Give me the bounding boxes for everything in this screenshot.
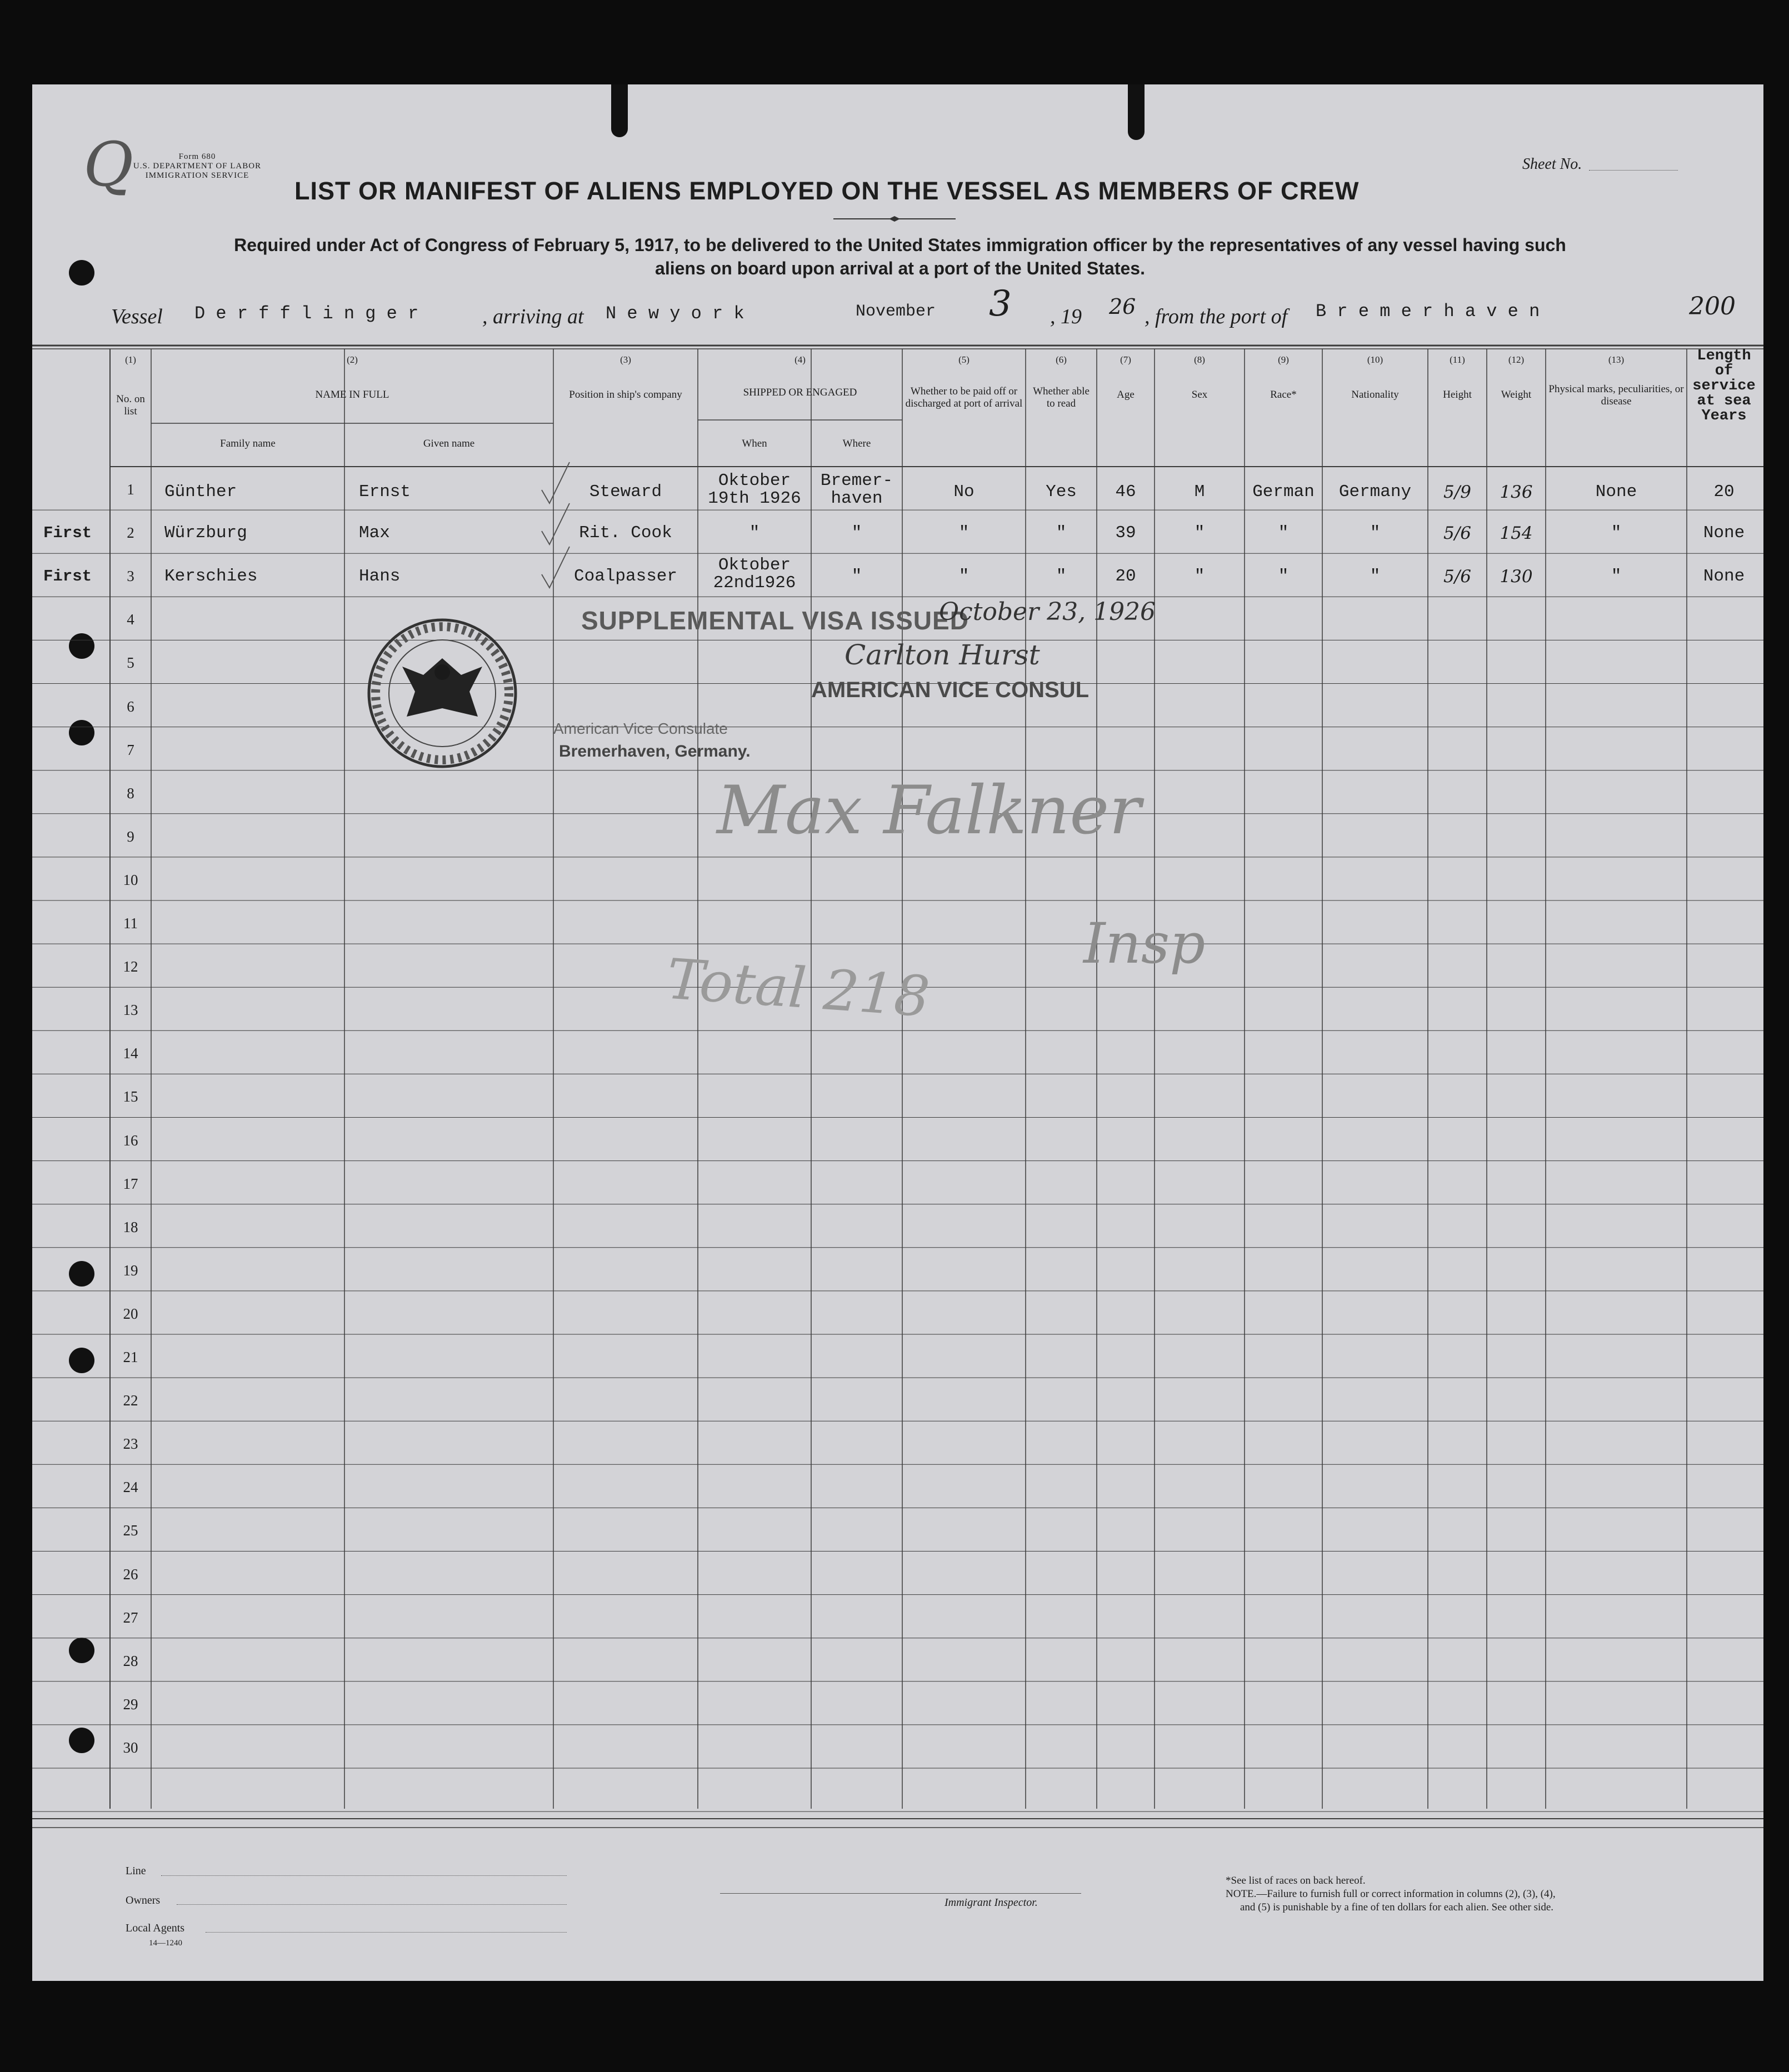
column-number: (11) [1450, 354, 1465, 365]
family-name: Würzburg [164, 523, 247, 543]
row-number: 30 [123, 1739, 138, 1756]
height: 5/6 [1443, 523, 1471, 543]
column-header-label: Length of service at sea Years [1692, 348, 1756, 424]
visa-date: October 23, 1926 [939, 598, 1156, 626]
row-number: 17 [123, 1175, 138, 1192]
column-number: (7) [1120, 354, 1131, 365]
row-number: 2 [127, 524, 134, 542]
age: 46 [1115, 482, 1136, 502]
able-to-read: " [1056, 567, 1067, 586]
owners-field [177, 1904, 567, 1905]
consulate-stamp-line-1: American Vice Consulate [553, 720, 728, 737]
inspector-signature-suffix: Insp [1083, 911, 1206, 976]
column-number: (10) [1367, 354, 1383, 365]
row-number: 19 [123, 1262, 138, 1279]
visa-stamp: SUPPLEMENTAL VISA ISSUED [581, 606, 969, 635]
row-prefix: First [43, 524, 92, 542]
row-prefix: First [43, 567, 92, 585]
row-number: 26 [123, 1565, 138, 1583]
local-agents-label: Local Agents [126, 1922, 185, 1934]
row-number: 27 [123, 1609, 138, 1626]
page-mark: 200 [1689, 292, 1736, 321]
row-number: 1 [127, 481, 134, 498]
column-header-label: Whether able to read [1033, 386, 1090, 409]
physical-marks: " [1611, 523, 1622, 543]
shipped-where: " [851, 567, 862, 586]
paid-off-status: " [958, 567, 970, 586]
race: " [1278, 523, 1289, 543]
arriving-label: , arriving at [482, 305, 584, 328]
row-number: 25 [123, 1522, 138, 1539]
row-number: 23 [123, 1435, 138, 1453]
service-years: 20 [1713, 482, 1735, 502]
column-header-label: Nationality [1351, 389, 1399, 401]
age: 39 [1115, 523, 1136, 543]
local-agents-field [206, 1932, 567, 1933]
column-number: (4) [794, 354, 806, 365]
column-subheader-label: Given name [423, 438, 475, 449]
column-number: (12) [1508, 354, 1525, 365]
footnote-penalty-2: and (5) is punishable by a fine of ten dollars for each alien. See other side. [1240, 1901, 1554, 1913]
subtitle-line-1: Required under Act of Congress of February 5, 1917, to be delivered to the United States immigration officer by the representatives of any vessel having such [234, 235, 1566, 255]
total-count-note: Total 218 [664, 946, 932, 1030]
column-header-label: Position in ship's company [569, 389, 682, 401]
column-header-label: Sex [1191, 389, 1208, 401]
height: 5/9 [1443, 482, 1471, 502]
row-number: 10 [123, 871, 138, 888]
line-field [161, 1875, 567, 1876]
column-subheader-label: Where [842, 438, 871, 449]
ship-position: Steward [589, 482, 662, 502]
shipped-when: Oktober [718, 555, 791, 575]
row-number: 24 [123, 1479, 138, 1496]
column-header-label: Weight [1501, 389, 1532, 401]
weight: 130 [1500, 567, 1533, 587]
row-number: 11 [123, 915, 138, 932]
row-number: 20 [123, 1305, 138, 1322]
physical-marks: " [1611, 567, 1622, 586]
given-name: Hans [359, 567, 401, 586]
nationality: " [1370, 567, 1381, 586]
row-number: 18 [123, 1218, 138, 1235]
corner-mark: Q [83, 129, 134, 200]
nationality: " [1370, 523, 1381, 543]
sex: M [1194, 482, 1205, 502]
consulate-stamp-line-2: Bremerhaven, Germany. [559, 742, 751, 760]
column-number: (3) [620, 354, 631, 365]
line-label: Line [126, 1865, 146, 1877]
weight: 136 [1500, 482, 1533, 502]
row-number: 6 [127, 698, 134, 715]
row-number: 14 [123, 1045, 138, 1062]
row-number: 28 [123, 1652, 138, 1669]
column-number: (6) [1056, 354, 1067, 365]
from-port-label: , from the port of [1145, 305, 1288, 328]
sex: " [1194, 523, 1205, 543]
footnotes [1226, 1874, 1556, 1914]
shipped-where-line-2: haven [831, 489, 883, 508]
consul-signature: Carlton Hurst [844, 639, 1040, 671]
given-name: Ernst [359, 482, 411, 502]
column-number: (2) [347, 354, 358, 365]
given-name: Max [359, 523, 390, 543]
row-number: 4 [127, 611, 134, 628]
row-number: 5 [127, 654, 134, 672]
height: 5/6 [1443, 567, 1471, 587]
shipped-when: " [749, 523, 760, 543]
row-number: 9 [127, 828, 134, 845]
footnote-penalty-1: NOTE.—Failure to furnish full or correct information in columns (2), (3), (4), [1226, 1888, 1556, 1900]
service-name: IMMIGRATION SERVICE [145, 171, 249, 180]
column-header-label: SHIPPED OR ENGAGED [743, 387, 857, 398]
paid-off-status: No [953, 482, 975, 502]
column-number: (9) [1278, 354, 1289, 365]
year-suffix: 26 [1109, 294, 1136, 319]
row-number: 15 [123, 1088, 138, 1105]
inspector-signature-line [720, 1893, 1081, 1894]
service-years: None [1703, 523, 1745, 543]
age: 20 [1115, 567, 1136, 586]
vessel-name: D e r f f l i n g e r [194, 303, 419, 324]
inspector-signature: Max Falkner [717, 772, 1141, 849]
print-code: 14—1240 [149, 1939, 182, 1948]
column-header-label: No. on list [116, 393, 145, 417]
shipped-when: Oktober [718, 471, 791, 491]
column-number: (13) [1608, 354, 1625, 365]
row-number: 22 [123, 1392, 138, 1409]
row-number: 3 [127, 568, 134, 585]
sex: " [1194, 567, 1205, 586]
column-number: (1) [125, 354, 136, 365]
race: German [1252, 482, 1315, 502]
column-number: (5) [958, 354, 970, 365]
family-name: Günther [164, 482, 237, 502]
race: " [1278, 567, 1289, 586]
inspector-label: Immigrant Inspector. [945, 1896, 1038, 1909]
subtitle-line-2: aliens on board upon arrival at a port of the United States. [655, 258, 1145, 278]
year-prefix: , 19 [1050, 305, 1082, 328]
column-header-label: NAME IN FULL [315, 389, 389, 401]
column-header-label: Height [1443, 389, 1472, 401]
arrival-month: November [856, 302, 936, 321]
sheet-number-label: Sheet No. [1522, 156, 1582, 173]
service-years: None [1703, 567, 1745, 586]
consul-title-stamp: AMERICAN VICE CONSUL [811, 678, 1090, 702]
row-number: 21 [123, 1349, 138, 1365]
ship-position: Coalpasser [573, 567, 678, 586]
row-number: 13 [123, 1002, 138, 1019]
form-number: Form 680 [178, 152, 216, 161]
vessel-label: Vessel [111, 305, 163, 328]
nationality: Germany [1338, 482, 1412, 502]
owners-label: Owners [126, 1894, 161, 1906]
column-header-label: Age [1117, 389, 1135, 401]
departure-port: B r e m e r h a v e n [1316, 301, 1540, 322]
column-subheader-label: Family name [220, 438, 276, 449]
shipped-when-line-2: 22nd1926 [713, 573, 796, 593]
shipped-where: Bremer- [820, 471, 893, 491]
row-number: 8 [127, 784, 134, 802]
column-header-label: Whether to be paid off or discharged at port of arrival [905, 386, 1023, 409]
ship-position: Rit. Cook [579, 523, 672, 543]
page-title: LIST OR MANIFEST OF ALIENS EMPLOYED ON THE VESSEL AS MEMBERS OF CREW [294, 177, 1360, 205]
row-number: 29 [123, 1695, 138, 1713]
physical-marks: None [1595, 482, 1637, 502]
department-name: U.S. DEPARTMENT OF LABOR [133, 162, 262, 171]
able-to-read: Yes [1046, 482, 1077, 502]
row-number: 7 [127, 741, 134, 758]
shipped-when-line-2: 19th 1926 [708, 489, 801, 508]
paid-off-status: " [958, 523, 970, 543]
column-number: (8) [1194, 354, 1205, 365]
arrival-port: N e w y o r k [606, 303, 744, 324]
row-number: 16 [123, 1132, 138, 1149]
row-number: 12 [123, 958, 138, 975]
column-subheader-label: When [742, 438, 767, 449]
footnote-races: *See list of races on back hereof. [1226, 1875, 1366, 1886]
column-header-label: Race* [1270, 389, 1297, 401]
shipped-where: " [851, 523, 862, 543]
weight: 154 [1500, 523, 1533, 543]
column-header-label: Physical marks, peculiarities, or disease [1548, 383, 1684, 407]
able-to-read: " [1056, 523, 1067, 543]
family-name: Kerschies [164, 567, 258, 586]
arrival-day: 3 [989, 283, 1012, 324]
